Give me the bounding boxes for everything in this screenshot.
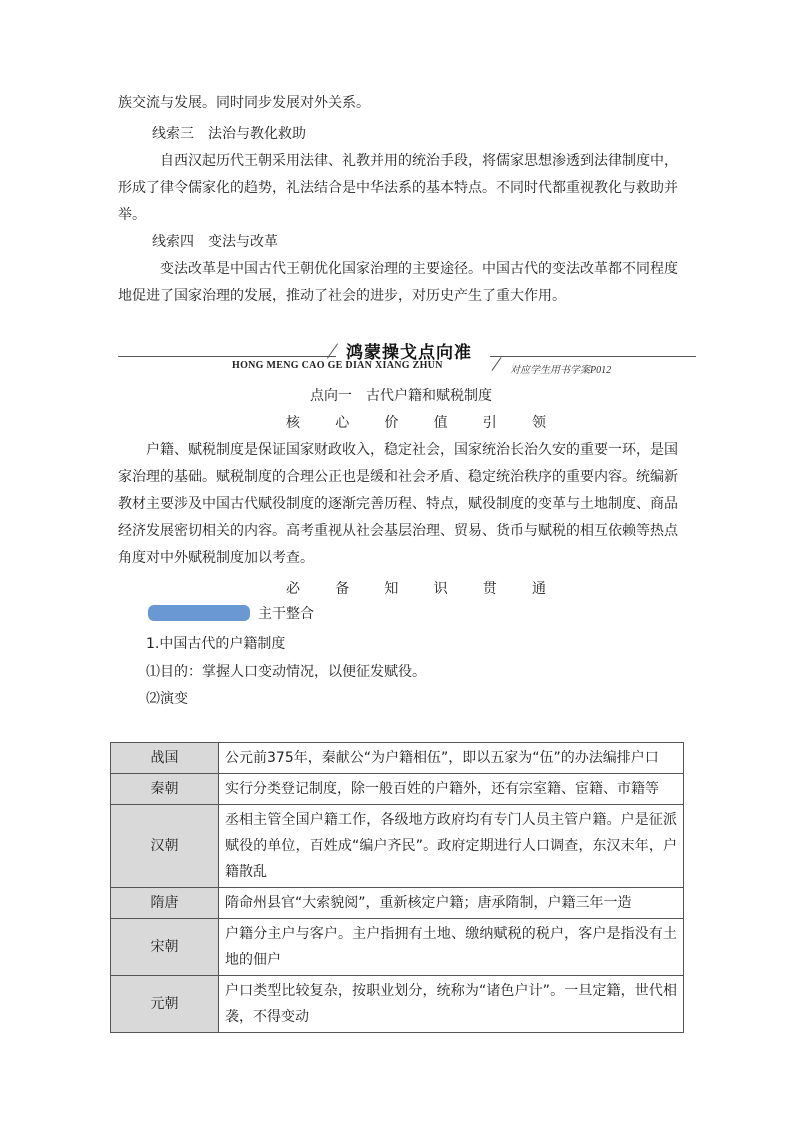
clue3-title: 线索三 法治与教化救助: [152, 126, 306, 142]
knowledge-char: 知: [384, 581, 399, 597]
core-char: 领: [531, 415, 546, 431]
clue4-body: 变法改革是中国古代王朝优化国家治理的主要途径。中国古代的变法改革都不同程度地促进了国家治理的发展，推动了社会的进步，对历史产生了重大作用。: [118, 261, 678, 304]
core-value-heading: [286, 412, 546, 432]
content-cell: 实行分类登记制度，除一般百姓的户籍外，还有宗室籍、宦籍、市籍等: [219, 774, 684, 805]
period-cell: 汉朝: [111, 805, 219, 888]
section-banner: [118, 336, 696, 382]
section-badge: [148, 605, 250, 621]
knowledge-char: 贯: [482, 581, 497, 597]
content-cell: 丞相主管全国户籍工作，各级地方政府均有专门人员主管户籍。户是征派赋役的单位，百姓成“编户齐民”。政府定期进行人口调查，东汉末年，户籍散乱: [219, 805, 684, 888]
core-char: 心: [335, 415, 350, 431]
core-char: 核: [286, 415, 300, 431]
knowledge-char: 备: [335, 581, 350, 597]
period-cell: 秦朝: [111, 774, 219, 805]
banner-slash-right: [492, 357, 502, 371]
content-cell: 户口类型比较复杂，按职业划分，统称为“诸色户计”。一旦定籍，世代相袭，不得变动: [219, 976, 684, 1033]
core-value-body: 户籍、赋税制度是保证国家财政收入，稳定社会，国家统治长治久安的重要一环，是国家治理的基础。赋税制度的合理公正也是缓和社会矛盾、稳定统治秩序的重要内容。统编新教材主要涉及中国古代赋役制度的逐渐完善历程、特点，赋役制度的变革与土地制度、商品经济发展密切相关的内容。高考重视从社会基层治理、贸易、货币与赋税的相互依赖等热点角度对中外赋税制度加以考查。: [118, 442, 678, 566]
period-cell: 宋朝: [111, 919, 219, 976]
banner-rule-right: [490, 356, 696, 357]
core-char: 引: [482, 415, 497, 431]
table-row: [111, 976, 684, 1033]
household-registration-table: [110, 742, 684, 1033]
point1-title: 点向一 古代户籍和赋税制度: [310, 388, 492, 404]
content-cell: 户籍分主户与客户。主户指拥有土地、缴纳赋税的税户，客户是指没有土地的佃户: [219, 919, 684, 976]
item1-heading: 1.中国古代的户籍制度: [146, 636, 286, 652]
content-cell: 公元前375年，秦献公“为户籍相伍”，即以五家为“伍”的办法编排户口: [219, 743, 684, 774]
item1-evolution: ⑵演变: [146, 691, 188, 707]
item1-purpose: ⑴目的：掌握人口变动情况，以便征发赋役。: [146, 664, 426, 680]
knowledge-char: 必: [286, 581, 300, 597]
period-cell: 战国: [111, 743, 219, 774]
banner-rule-left: [118, 356, 336, 357]
core-char: 价: [384, 415, 399, 431]
banner-title: 鸿蒙操戈点向准: [346, 343, 472, 363]
table-row: [111, 743, 684, 774]
banner-reference: 对应学生用书学案P012: [510, 365, 612, 376]
knowledge-char: 通: [531, 581, 546, 597]
table-row: [111, 888, 684, 919]
table-row: [111, 774, 684, 805]
knowledge-char: 识: [433, 581, 448, 597]
continued-line: 族交流与发展。同时同步发展对外关系。: [118, 95, 370, 111]
badge-label: 主干整合: [258, 606, 314, 622]
period-cell: 隋唐: [111, 888, 219, 919]
banner-pinyin: HONG MENG CAO GE DIAN XIANG ZHUN: [232, 360, 443, 371]
clue4-title: 线索四 变法与改革: [152, 234, 278, 250]
table-row: [111, 919, 684, 976]
period-cell: 元朝: [111, 976, 219, 1033]
core-char: 值: [433, 415, 448, 431]
clue3-body: 自西汉起历代王朝采用法律、礼教并用的统治手段，将儒家思想渗透到法律制度中，形成了律令儒家化的趋势，礼法结合是中华法系的基本特点。不同时代都重视教化与救助并举。: [118, 153, 678, 223]
content-cell: 隋命州县官“大索貌阅”，重新核定户籍；唐承隋制，户籍三年一造: [219, 888, 684, 919]
table-row: [111, 805, 684, 888]
knowledge-heading: [286, 578, 546, 598]
